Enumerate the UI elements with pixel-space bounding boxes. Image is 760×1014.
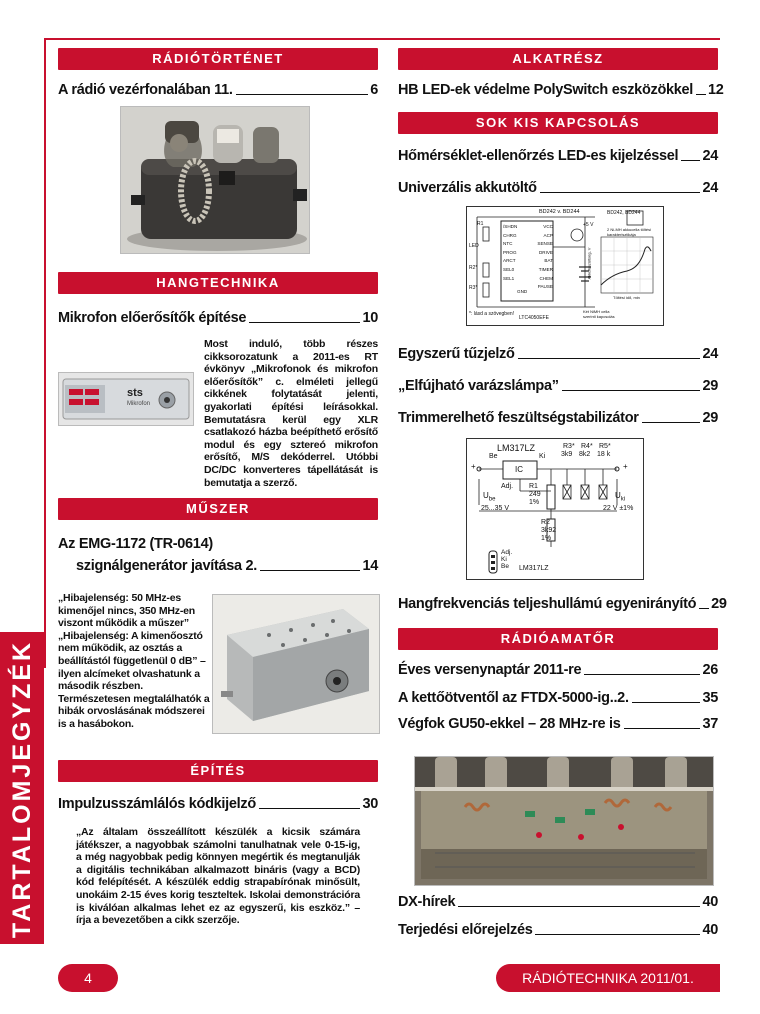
entry-title: Mikrofon előerősítők építése — [58, 310, 247, 326]
note-right: Két NiMH cella szerinti kapcsolás — [583, 309, 615, 319]
r2-block: R2 3k92 1% — [541, 519, 557, 542]
ki-label: Ki — [539, 453, 546, 460]
entry-page: 10 — [362, 310, 378, 326]
toc-entry-kettootvento[interactable] — [398, 690, 718, 706]
toc-entry-mikrofon[interactable] — [58, 310, 378, 326]
graph-ylabel: Akkufeszültség, V — [586, 247, 592, 280]
entry-page: 29 — [702, 410, 718, 426]
entry-page: 40 — [702, 894, 718, 910]
r4-value: 8k2 — [579, 451, 591, 458]
adj-label: Adj. — [501, 483, 514, 490]
entry-title: Az EMG-1172 (TR-0614) — [58, 536, 213, 552]
section-muszer: MŰSZER — [58, 498, 378, 520]
entry-title: „Elfújható varázslámpa” — [398, 378, 559, 394]
entry-title: Egyszerű tűzjelző — [398, 346, 515, 362]
box-model: Mikrofon — [127, 401, 151, 407]
entry-page: 24 — [702, 346, 718, 362]
r1-block: R1 249 1% — [529, 483, 541, 506]
left-rule — [44, 38, 46, 668]
plus-left: + — [471, 462, 476, 471]
graph-title: 2 Ni-MH akkucella töltési karakterisztikája — [607, 227, 652, 237]
r5-label: R5* — [599, 443, 611, 450]
entry-page: 29 — [702, 378, 718, 394]
amplifier-photo — [414, 756, 714, 886]
entry-page: 12 — [708, 82, 724, 98]
r1-label: R1 — [477, 221, 484, 227]
top-rule — [44, 38, 720, 40]
pinout-label: BD242, BD244 — [607, 210, 641, 216]
pin-labels: Adj. Ki Be — [501, 549, 513, 570]
section-alkatresz: ALKATRÉSZ — [398, 48, 718, 70]
ube-range: 25...35 V — [481, 505, 510, 512]
impulzus-description: „Az általam összeállított készülék a kicsik számára játékszer, a nagyobbak számolni tanulhatnak vele 0-15-ig, a még nagyobbak pedig könnyen megértik és megtanulják a digitális technikában alkalmazott bináris (vagy a BCD) kód felépítését. A készülék eddig strapabírónak minősült, unokáim 2-15 éves korig teszteltek. Iskolai demonstrációra is kiválóan alkalmas lehet ez az egyszerű, kis eszköz.” – írja a bevezetőben a cikk szerzője. — [76, 826, 360, 927]
entry-page: 40 — [702, 922, 718, 938]
entry-page: 29 — [711, 596, 727, 612]
ube-label: $U_{be}$ — [483, 491, 496, 503]
entry-page: 26 — [702, 662, 718, 678]
lm317-title: LM317LZ — [497, 443, 536, 453]
entry-page: 35 — [702, 690, 718, 706]
entry-page: 37 — [702, 716, 718, 732]
supply-label: +5 V — [583, 222, 594, 228]
entry-title: A kettőötventől az FTDX-5000-ig..2. — [398, 690, 629, 706]
entry-page: 6 — [370, 82, 378, 98]
section-hangtechnika: HANGTECHNIKA — [58, 272, 378, 294]
side-tab-label: TARTALOMJEGYZÉK — [8, 639, 36, 939]
toc-entry-akkutolto[interactable] — [398, 180, 718, 196]
ic-top-label: BD242 v. BD244 — [539, 209, 580, 215]
r5-value: 18 k — [597, 451, 611, 458]
entry-title: Univerzális akkutöltő — [398, 180, 537, 196]
toc-entry-vegfok[interactable] — [398, 716, 718, 732]
box-brand: sts — [127, 387, 143, 399]
note-left: *: lásd a szövegben! — [469, 311, 515, 317]
graph-xlabel: Töltési idő, min — [613, 295, 640, 300]
page-number: 4 — [58, 964, 118, 992]
entry-title: szignálgenerátor javítása 2. — [76, 558, 257, 574]
uki-value: 22 V ±1% — [603, 505, 634, 512]
pin-name: LM317LZ — [519, 565, 549, 572]
entry-title: Éves versenynaptár 2011-re — [398, 662, 582, 678]
entry-page: 24 — [702, 180, 718, 196]
toc-entry-hangfrekv[interactable] — [398, 596, 727, 612]
issue-label: RÁDIÓTECHNIKA 2011/01. — [496, 964, 720, 992]
r3-label: R3* — [469, 285, 478, 291]
toc-entry-tuzjelzo[interactable] — [398, 346, 718, 362]
toc-entry-terjedesi[interactable] — [398, 922, 718, 938]
regulator-schematic — [466, 438, 644, 580]
toc-entry-versenynaptar[interactable] — [398, 662, 718, 678]
uki-label: $U_{ki}$ — [615, 491, 626, 503]
charger-schematic — [466, 206, 664, 326]
entry-title: Végfok GU50-ekkel – 28 MHz-re is — [398, 716, 621, 732]
entry-title: Hangfrekvenciás teljeshullámú egyenirányító — [398, 596, 697, 612]
signal-generator-photo — [212, 594, 380, 734]
entry-page: 24 — [702, 148, 718, 164]
ic-pins-left: /SHDN CHRG NTC PROG ARCT SEL0 SEL1 — [503, 224, 518, 281]
entry-title: DX-hírek — [398, 894, 456, 910]
section-epites: ÉPÍTÉS — [58, 760, 378, 782]
toc-entry-vezerfonal[interactable] — [58, 82, 378, 98]
section-radiotortenet: RÁDIÓTÖRTÉNET — [58, 48, 378, 70]
section-radioamator: RÁDIÓAMATŐR — [398, 628, 718, 650]
r3-label: R3* — [563, 443, 575, 450]
mikrofon-description: Most induló, több részes cikksorozatunk a 2011-es RT évkönyv „Mikrofonok és mikrofon előerősítők” c. elméleti jellegű cikkének folytatását jelenti, gyakorlati építési leírásokkal. Bemutatásra kerül egy XLR csatlakozó házba beépíthető erősítő modul és egy sztereó mikrofon erősítő, M/S dekóderrel. Utóbbi DC/DC konverteres tápellátását is bemutatja a szerző. — [204, 338, 378, 489]
toc-entry-hbled[interactable] — [398, 82, 724, 98]
entry-title: Trimmerelhető feszültségstabilizátor — [398, 410, 639, 426]
toc-entry-dxhirek[interactable] — [398, 894, 718, 910]
toc-entry-impulzus[interactable] — [58, 796, 378, 812]
emg-description: „Hibajelenség: 50 MHz-es kimenőjel nincs, 350 MHz-en viszont működik a műszer” „Hibajelenség: A kimenőosztó nem működik, az osztás a beállítástól függetlenül 0 dB” – ilyen alcímeket olvashatunk a második részben. Természetesen megtalálhatók a hibák orvoslásának módszerei is a hasábokon. — [58, 592, 210, 730]
entry-title: Terjedési előrejelzés — [398, 922, 533, 938]
ic-label: IC — [515, 465, 523, 474]
ic-pins-right: VCC ACP SENSE DRIVE BAT TIMER CHEM PAUSE — [537, 224, 553, 290]
entry-title: A rádió vezérfonalában 11. — [58, 82, 233, 98]
r4-label: R4* — [581, 443, 593, 450]
entry-page: 14 — [362, 558, 378, 574]
toc-entry-zseblampa[interactable] — [398, 378, 718, 394]
entry-title: HB LED-ek védelme PolySwitch eszközökkel — [398, 82, 694, 98]
led-label: LED — [469, 243, 479, 249]
entry-page: 30 — [362, 796, 378, 812]
toc-entry-homerseklet[interactable] — [398, 148, 718, 164]
r3-value: 3k9 — [561, 451, 573, 458]
r2-label: R2* — [469, 265, 478, 271]
preamp-box-photo — [58, 372, 194, 426]
tube-radio-photo — [120, 106, 310, 254]
toc-entry-emg[interactable] — [76, 558, 378, 574]
entry-title: Impulzusszámlálós kódkijelző — [58, 796, 256, 812]
ic-pin-gnd: GND — [517, 289, 528, 294]
be-label: Be — [489, 453, 498, 460]
entry-title: Hőmérséklet-ellenőrzés LED-es kijelzéssel — [398, 148, 679, 164]
toc-entry-trimmer[interactable] — [398, 410, 718, 426]
section-sok-kis-kapcsolas: SOK KIS KAPCSOLÁS — [398, 112, 718, 134]
toc-entry-emg-title[interactable] — [58, 536, 378, 552]
ic-name: LTC4050EFE — [519, 315, 549, 321]
plus-right: + — [623, 462, 628, 471]
